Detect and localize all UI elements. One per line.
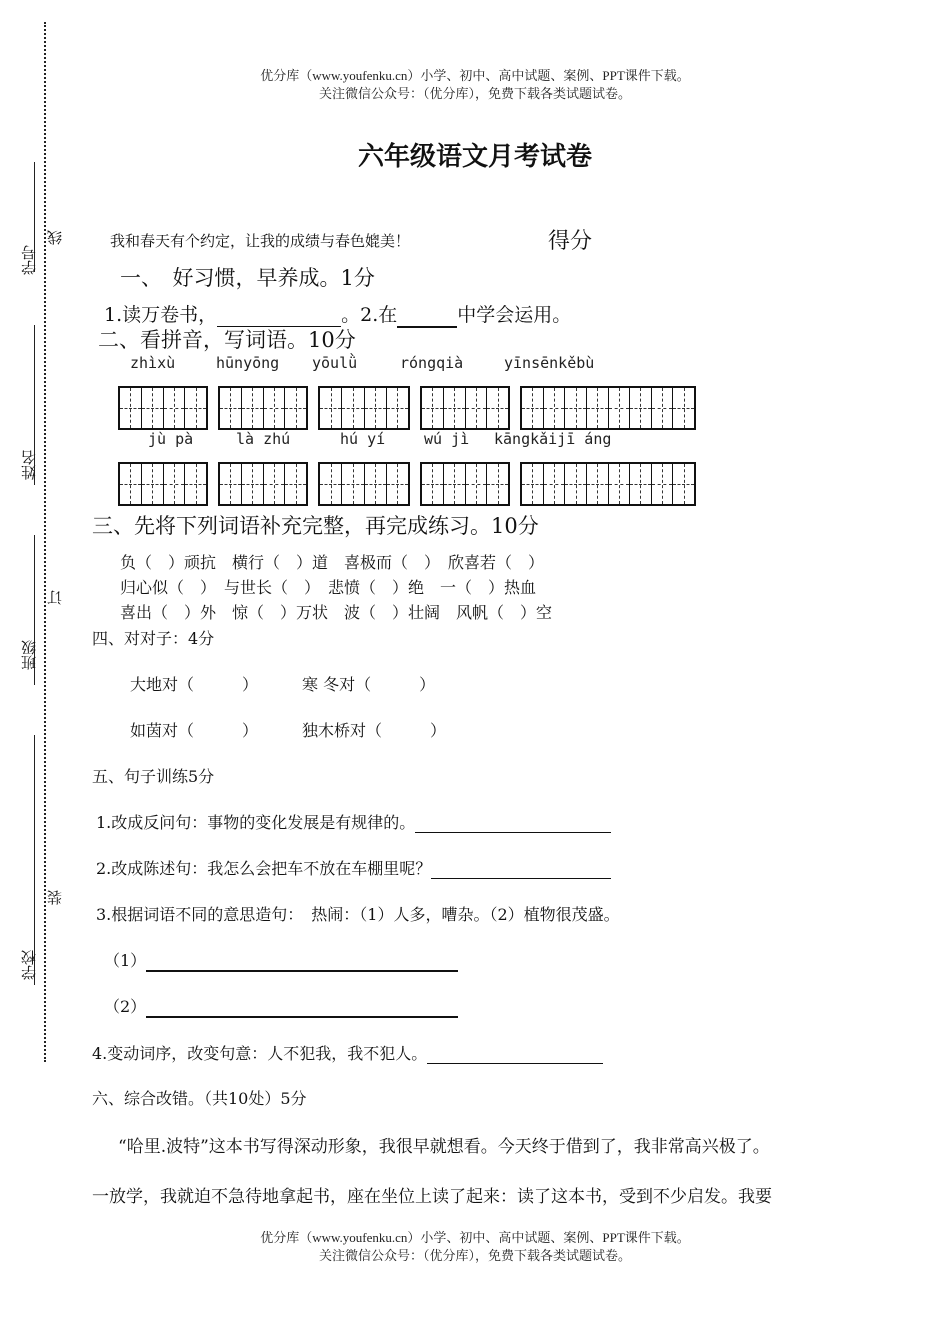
side-label-xuexiao: 学校	[20, 950, 38, 980]
couplet-c: 如茵对（ ）	[130, 721, 259, 740]
s5-q2-blank[interactable]	[431, 859, 611, 879]
s5-q4-blank[interactable]	[427, 1044, 603, 1064]
header-line-2: 关注微信公众号：（优分库），免费下载各类试题试卷。	[318, 86, 631, 101]
header-line-1: 优分库（www.youfenku.cn）小学、初中、高中试题、案例、PPT课件下载。	[260, 68, 690, 83]
section-4-heading: 四、对对子：4分	[92, 629, 215, 648]
s6-paragraph-2: 一放学，我就迫不急待地拿起书，座在坐位上读了起来：读了这本书，受到不少启发。我要	[92, 1187, 772, 1207]
s5-q4-text: 4.变动词序，改变句意：人不犯我，我不犯人。	[92, 1044, 428, 1063]
writing-grid-r2-2[interactable]	[218, 462, 308, 506]
pinyin-r1-4: róngqià	[400, 354, 464, 372]
s5-a1-blank[interactable]	[146, 951, 458, 972]
section-3-heading: 三、先将下列词语补充完整，再完成练习。10分	[92, 514, 539, 538]
pinyin-r1-1: zhìxù	[130, 354, 176, 372]
writing-grid-r2-3[interactable]	[318, 462, 410, 506]
s1-blank-2[interactable]	[397, 304, 457, 328]
couplet-d: 独木桥对（ ）	[302, 721, 447, 740]
page-title: 六年级语文月考试卷	[357, 142, 592, 172]
writing-grid-r1-5[interactable]	[520, 386, 696, 430]
pinyin-r2-4: wú jì	[424, 430, 470, 448]
pinyin-r2-5: kāngkǎijī áng	[494, 430, 612, 448]
s5-q3: 3.根据词语不同的意思造句： 热闹：（1）人多，嘈杂。（2）植物很茂盛。	[96, 905, 620, 924]
pinyin-r2-3: hú yí	[340, 430, 386, 448]
s1-q1-after: 。2.在	[341, 304, 398, 326]
footer-line-2: 关注微信公众号：（优分库），免费下载各类试题试卷。	[318, 1248, 631, 1263]
s5-a2-label: （2）	[104, 997, 147, 1016]
s1-q1-text: 1.读万卷书，	[104, 304, 218, 326]
pinyin-r1-2: hūnyōng	[216, 354, 280, 372]
side-label-xian: 线	[46, 230, 64, 245]
writing-grid-r2-4[interactable]	[420, 462, 510, 506]
s5-q2	[96, 856, 611, 879]
writing-grid-r2-1[interactable]	[118, 462, 208, 506]
pinyin-r2-2: là zhú	[236, 430, 291, 448]
s5-q2-text: 2.改成陈述句：我怎么会把车不放在车棚里呢？	[96, 859, 432, 878]
side-label-xuehao: 学号	[20, 245, 38, 275]
side-line-xuexiao	[34, 735, 35, 985]
idiom-line-1: 负（ ）顽抗 横行（ ）道 喜极而（ ） 欣喜若（ ）	[120, 553, 545, 572]
section-5-heading: 五、句子训练5分	[92, 767, 215, 786]
writing-grid-r1-1[interactable]	[118, 386, 208, 430]
writing-grid-r1-2[interactable]	[218, 386, 308, 430]
s5-q1-blank[interactable]	[415, 813, 611, 833]
s5-q1	[96, 810, 611, 833]
pinyin-r2-1: jù pà	[148, 430, 194, 448]
writing-grid-r1-4[interactable]	[420, 386, 510, 430]
score-label: 得分	[548, 229, 593, 254]
s5-a1-label: （1）	[104, 951, 147, 970]
section-1-heading: 一、 好习惯，早养成。1分	[120, 266, 375, 290]
motto: 我和春天有个约定，让我的成绩与春色媲美！	[110, 232, 411, 250]
couplet-a: 大地对（ ）	[130, 675, 259, 694]
idiom-line-2: 归心似（ ） 与世长（ ） 悲愤（ ）绝 一（ ）热血	[120, 578, 537, 597]
side-label-xingming: 姓名	[20, 450, 38, 480]
couplet-b: 寒 冬对（ ）	[302, 675, 436, 694]
writing-grid-r1-3[interactable]	[318, 386, 410, 430]
s6-paragraph-1: “哈里.波特”这本书写得深动形象，我很早就想看。今天终于借到了，我非常高兴极了。	[118, 1137, 770, 1157]
idiom-line-3: 喜出（ ）外 惊（ ）万状 波（ ）壮阔 风帆（ ）空	[120, 603, 553, 622]
s1-q1-end: 中学会运用。	[457, 304, 572, 326]
writing-grid-r2-5[interactable]	[520, 462, 696, 506]
binding-dotted-line	[44, 22, 46, 1062]
pinyin-r1-5: yīnsēnkěbù	[504, 354, 595, 372]
section-2-heading: 二、看拼音，写词语。10分	[98, 328, 356, 352]
footer-line-1: 优分库（www.youfenku.cn）小学、初中、高中试题、案例、PPT课件下载。	[260, 1230, 690, 1245]
side-label-zhuang: 装	[46, 890, 64, 905]
s5-a1	[104, 948, 458, 972]
s5-q4	[92, 1041, 603, 1064]
s5-a2	[104, 994, 458, 1018]
section-6-heading: 六、综合改错。（共10处）5分	[92, 1089, 307, 1108]
side-label-banji: 班级	[20, 640, 38, 670]
s5-a2-blank[interactable]	[146, 997, 458, 1018]
pinyin-r1-3: yōulǜ	[312, 354, 358, 372]
side-label-ding: 订	[46, 590, 64, 605]
s5-q1-text: 1.改成反问句：事物的变化发展是有规律的。	[96, 813, 416, 832]
